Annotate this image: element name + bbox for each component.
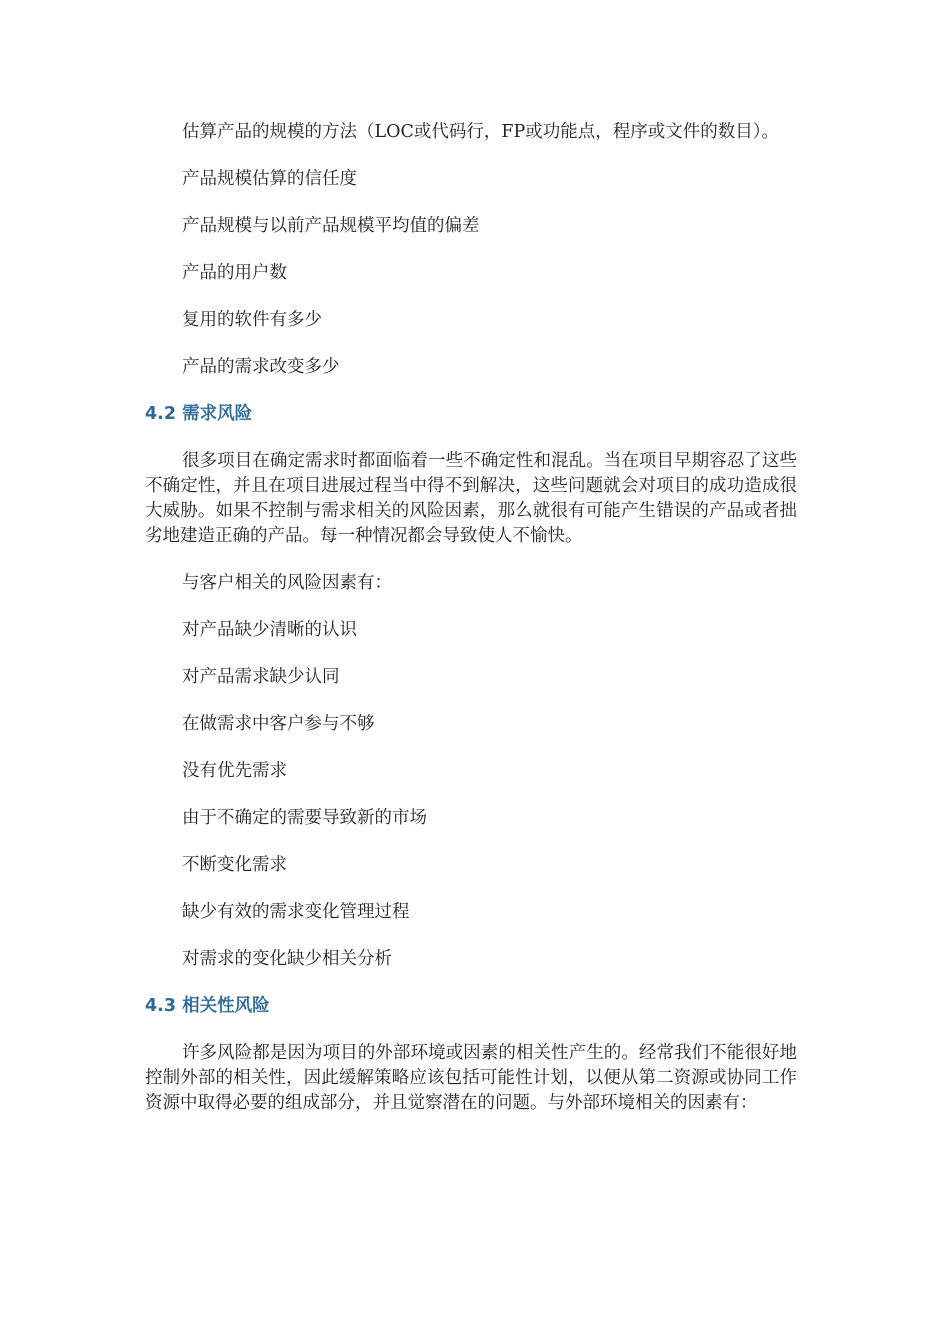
list-item: 对产品需求缺少认同 [182,667,340,687]
list-item: 产品规模与以前产品规模平均值的偏差 [182,216,480,236]
list-item: 对需求的变化缺少相关分析 [182,949,392,969]
list-item: 没有优先需求 [182,761,287,781]
list-item: 对产品缺少清晰的认识 [182,620,357,640]
section-heading-4-2: 4.2 需求风险 [145,404,253,424]
list-intro: 与客户相关的风险因素有： [182,573,392,593]
list-item: 由于不确定的需要导致新的市场 [182,808,427,828]
list-item: 产品的用户数 [182,263,287,283]
list-item: 产品的需求改变多少 [182,357,340,377]
dependency-risk-paragraph: 许多风险都是因为项目的外部环境或因素的相关性产生的。经常我们不能很好地控制外部的相关性，因此缓解策略应该包括可能性计划，以便从第二资源或协同工作资源中取得必要的组成部分，并且觉察潜在的问题。与外部环境相关的因素有： [145,1043,797,1113]
requirements-risk-paragraph: 很多项目在确定需求时都面临着一些不确定性和混乱。当在项目早期容忍了这些不确定性，并且在项目进展过程当中得不到解决，这些问题就会对项目的成功造成很大威胁。如果不控制与需求相关的风险因素，那么就很有可能产生错误的产品或者拙劣地建造正确的产品。每一种情况都会导致使人不愉快。 [145,451,797,546]
list-item: 在做需求中客户参与不够 [182,714,375,734]
size-estimation-paragraph: 估算产品的规模的方法（LOC或代码行，FP或功能点，程序或文件的数目）。 [182,122,780,142]
section-heading-4-3: 4.3 相关性风险 [145,996,270,1016]
list-item: 产品规模估算的信任度 [182,169,357,189]
list-item: 不断变化需求 [182,855,287,875]
list-item: 复用的软件有多少 [182,310,322,330]
document-page [145,120,797,1116]
list-item: 缺少有效的需求变化管理过程 [182,902,410,922]
